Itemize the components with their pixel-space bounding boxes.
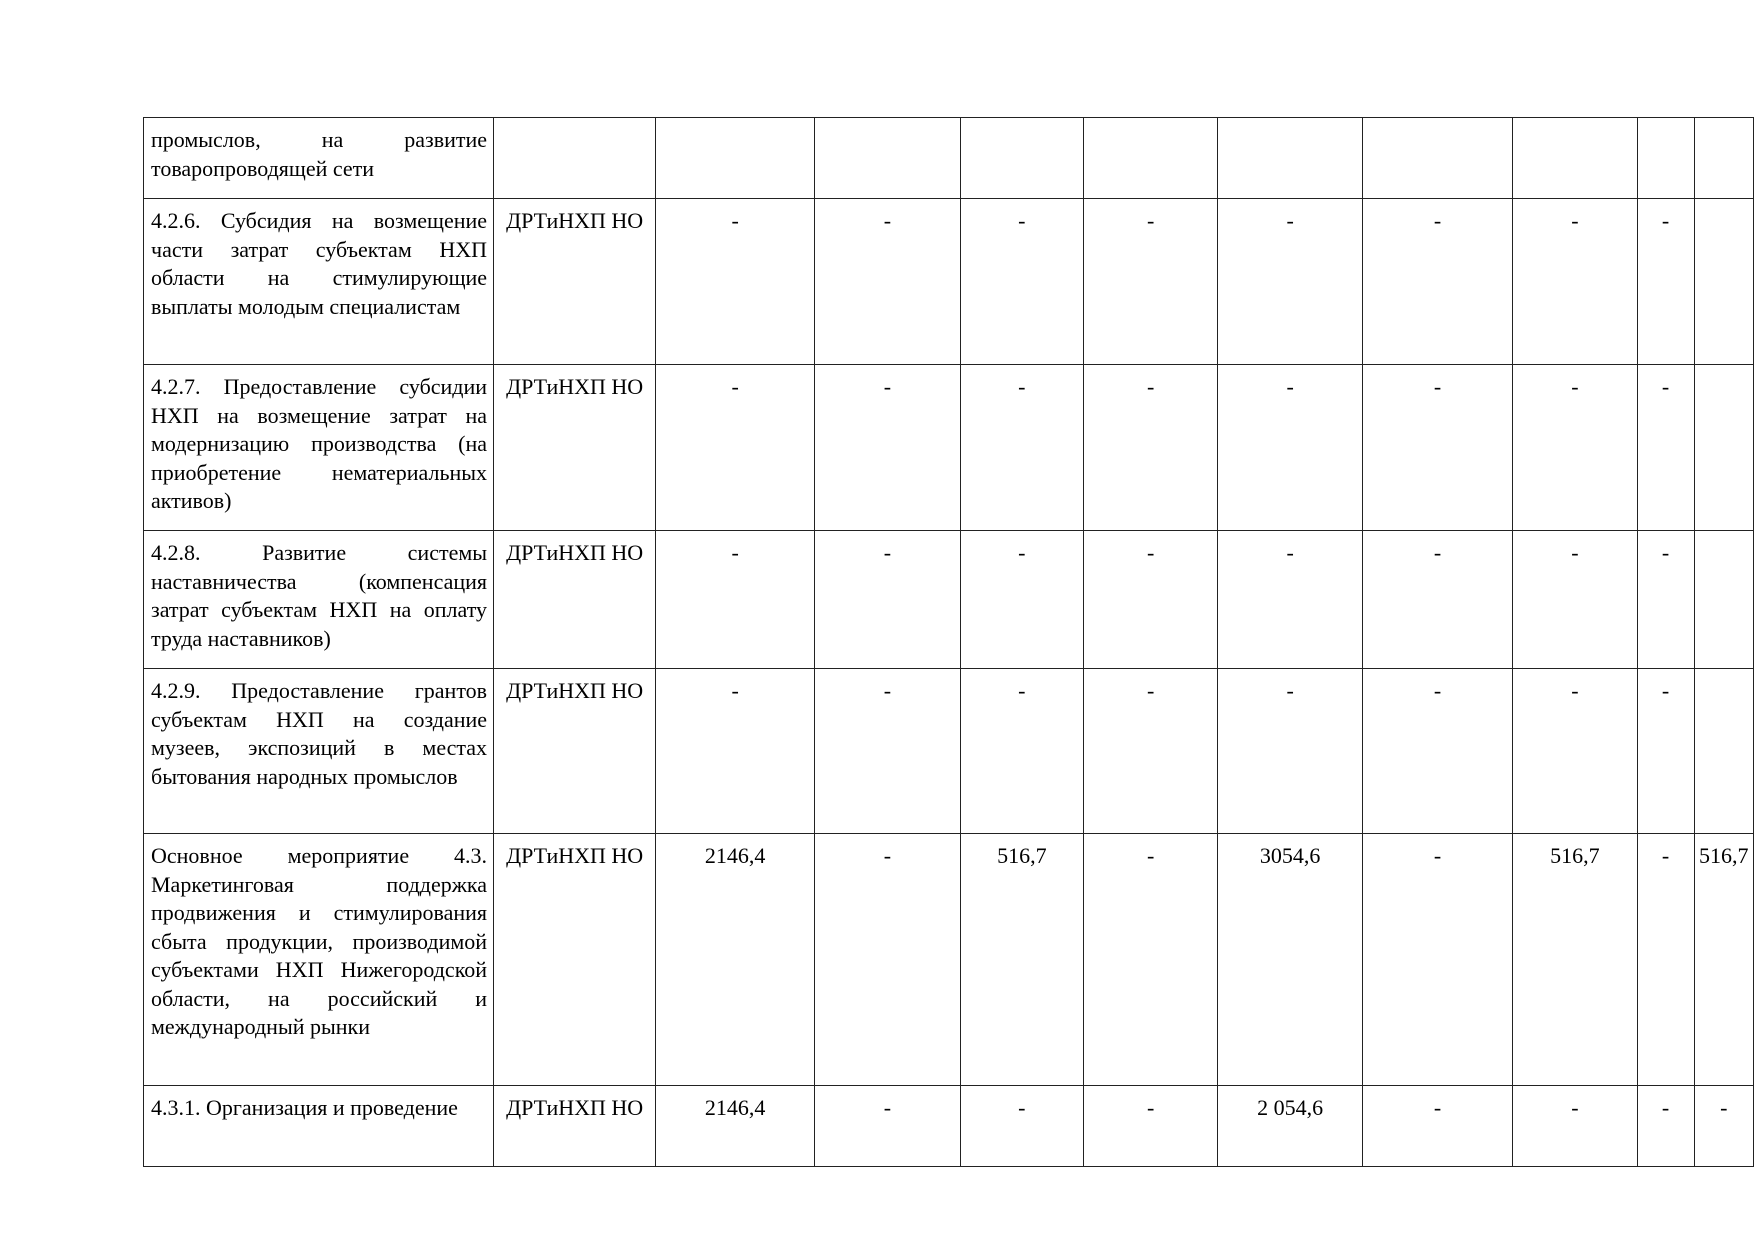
value-cell: - xyxy=(1363,834,1513,1086)
table-row xyxy=(144,1086,1754,1167)
value-cell xyxy=(1694,118,1753,199)
responsible-org: ДРТиНХП НО xyxy=(494,199,656,365)
value-cell: - xyxy=(1637,199,1694,365)
activity-description: 4.2.9. Предоставление грантов субъектам НХП на создание музеев, экспозиций в местах бытования народных промыслов xyxy=(144,669,494,834)
value-cell xyxy=(656,118,815,199)
value-cell: - xyxy=(815,531,960,669)
value-cell: 2146,4 xyxy=(656,1086,815,1167)
value-cell: - xyxy=(1218,531,1363,669)
value-cell: - xyxy=(1218,669,1363,834)
table-row xyxy=(144,365,1754,531)
value-cell: - xyxy=(815,834,960,1086)
value-cell: - xyxy=(815,1086,960,1167)
value-cell: - xyxy=(656,365,815,531)
value-cell: - xyxy=(1084,1086,1218,1167)
value-cell: - xyxy=(1637,669,1694,834)
value-cell: 3054,6 xyxy=(1218,834,1363,1086)
activity-description: промыслов, на развитие товаропроводящей сети xyxy=(144,118,494,199)
value-cell xyxy=(1694,365,1753,531)
value-cell: - xyxy=(960,531,1083,669)
responsible-org xyxy=(494,118,656,199)
table-row xyxy=(144,669,1754,834)
value-cell: - xyxy=(1363,1086,1513,1167)
value-cell: - xyxy=(1513,199,1637,365)
value-cell xyxy=(1694,199,1753,365)
value-cell xyxy=(1218,118,1363,199)
value-cell: - xyxy=(1363,669,1513,834)
value-cell: - xyxy=(960,365,1083,531)
value-cell: - xyxy=(656,669,815,834)
value-cell: - xyxy=(1513,531,1637,669)
value-cell: - xyxy=(1218,365,1363,531)
value-cell: - xyxy=(1637,1086,1694,1167)
value-cell: - xyxy=(815,199,960,365)
value-cell: - xyxy=(1363,365,1513,531)
value-cell: - xyxy=(815,669,960,834)
value-cell xyxy=(1084,118,1218,199)
value-cell: - xyxy=(1084,199,1218,365)
activity-description: 4.2.6. Субсидия на возмещение части затрат субъектам НХП области на стимулирующие выплаты молодым специалистам xyxy=(144,199,494,365)
value-cell: - xyxy=(1513,1086,1637,1167)
value-cell: - xyxy=(1084,531,1218,669)
value-cell: - xyxy=(656,199,815,365)
activity-description: 4.2.7. Предоставление субсидии НХП на возмещение затрат на модернизацию производства (на приобретение нематериальных активов) xyxy=(144,365,494,531)
table-row xyxy=(144,118,1754,199)
value-cell xyxy=(815,118,960,199)
value-cell: - xyxy=(815,365,960,531)
value-cell: - xyxy=(1637,531,1694,669)
activity-description: Основное мероприятие 4.3. Маркетинговая поддержка продвижения и стимулирования сбыта продукции, производимой субъектами НХП Нижегородской области, на российский и международный рынки xyxy=(144,834,494,1086)
table-row xyxy=(144,531,1754,669)
responsible-org: ДРТиНХП НО xyxy=(494,834,656,1086)
value-cell xyxy=(1363,118,1513,199)
value-cell: - xyxy=(1513,365,1637,531)
value-cell: - xyxy=(1363,199,1513,365)
value-cell: 516,7 xyxy=(960,834,1083,1086)
responsible-org: ДРТиНХП НО xyxy=(494,531,656,669)
value-cell xyxy=(1513,118,1637,199)
value-cell: - xyxy=(960,199,1083,365)
value-cell xyxy=(960,118,1083,199)
activity-description: 4.2.8. Развитие системы наставничества (компенсация затрат субъектам НХП на оплату труда наставников) xyxy=(144,531,494,669)
value-cell: - xyxy=(1084,365,1218,531)
activity-description: 4.3.1. Организация и проведение xyxy=(144,1086,494,1167)
value-cell xyxy=(1637,118,1694,199)
table-row xyxy=(144,834,1754,1086)
value-cell: - xyxy=(1694,1086,1753,1167)
value-cell: - xyxy=(1363,531,1513,669)
value-cell: - xyxy=(656,531,815,669)
value-cell: 516,7 xyxy=(1694,834,1753,1086)
value-cell: - xyxy=(960,669,1083,834)
value-cell: 516,7 xyxy=(1513,834,1637,1086)
value-cell: - xyxy=(1084,834,1218,1086)
value-cell: - xyxy=(1218,199,1363,365)
value-cell: - xyxy=(1637,834,1694,1086)
budget-table xyxy=(143,117,1754,1167)
value-cell: - xyxy=(960,1086,1083,1167)
value-cell xyxy=(1694,531,1753,669)
value-cell: 2 054,6 xyxy=(1218,1086,1363,1167)
table-row xyxy=(144,199,1754,365)
value-cell: - xyxy=(1637,365,1694,531)
value-cell: - xyxy=(1084,669,1218,834)
value-cell: 2146,4 xyxy=(656,834,815,1086)
responsible-org: ДРТиНХП НО xyxy=(494,1086,656,1167)
value-cell: - xyxy=(1513,669,1637,834)
responsible-org: ДРТиНХП НО xyxy=(494,365,656,531)
value-cell xyxy=(1694,669,1753,834)
responsible-org: ДРТиНХП НО xyxy=(494,669,656,834)
